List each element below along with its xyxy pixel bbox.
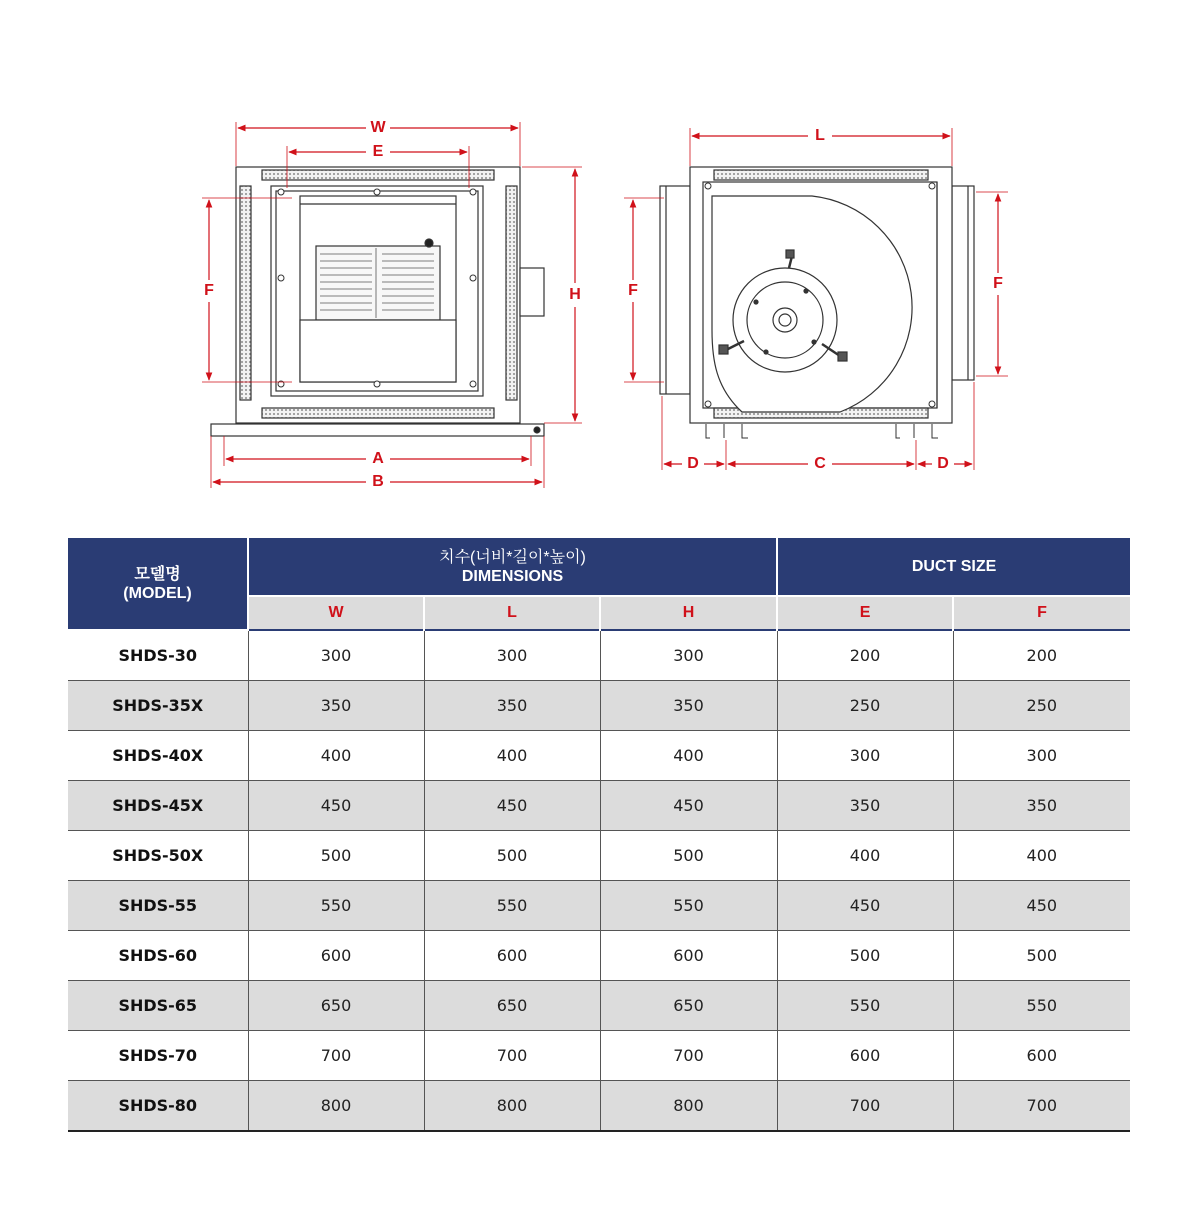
w-cell: 700 [248,1031,424,1081]
dim-label-f-side-left: F [628,282,638,300]
model-cell: SHDS-55 [68,881,248,931]
spec-table [68,538,1130,1132]
h-cell: 500 [600,831,777,881]
front-view [202,122,582,491]
dimensions-header-ko: 치수(너비*길이*높이) [439,548,586,566]
e-cell: 250 [777,681,953,731]
table-row [68,681,1130,731]
e-cell: 400 [777,831,953,881]
l-cell: 400 [424,731,600,781]
model-cell: SHDS-35X [68,681,248,731]
e-cell: 500 [777,931,953,981]
f-cell: 400 [953,831,1130,881]
l-cell: 800 [424,1081,600,1132]
w-cell: 650 [248,981,424,1031]
dimensions-header [248,538,777,596]
h-cell: 400 [600,731,777,781]
model-header-en: (MODEL) [123,584,192,602]
dim-label-w: W [370,119,386,137]
f-cell: 600 [953,1031,1130,1081]
l-cell: 450 [424,781,600,831]
column-header-h: H [600,596,777,630]
l-cell: 350 [424,681,600,731]
dim-label-f-side-right: F [993,275,1003,293]
model-cell: SHDS-80 [68,1081,248,1132]
table-row [68,630,1130,681]
dim-label-d-right: D [937,455,949,473]
w-cell: 350 [248,681,424,731]
w-cell: 800 [248,1081,424,1132]
table-row [68,731,1130,781]
w-cell: 400 [248,731,424,781]
l-cell: 600 [424,931,600,981]
table-row [68,831,1130,881]
h-cell: 800 [600,1081,777,1132]
table-row [68,881,1130,931]
w-cell: 500 [248,831,424,881]
h-cell: 300 [600,630,777,681]
column-header-e: E [777,596,953,630]
column-header-l: L [424,596,600,630]
h-cell: 700 [600,1031,777,1081]
h-cell: 350 [600,681,777,731]
column-header-f: F [953,596,1130,630]
f-cell: 350 [953,781,1130,831]
dim-label-a: A [372,450,384,468]
h-cell: 650 [600,981,777,1031]
model-header-ko: 모델명 [134,565,181,583]
e-cell: 600 [777,1031,953,1081]
dim-label-b: B [372,473,384,491]
column-header-w: W [248,596,424,630]
model-cell: SHDS-40X [68,731,248,781]
w-cell: 600 [248,931,424,981]
table-row [68,1031,1130,1081]
dimensions-header-en: DIMENSIONS [461,567,564,585]
f-cell: 200 [953,630,1130,681]
f-cell: 550 [953,981,1130,1031]
table-row [68,1081,1130,1132]
table-row [68,781,1130,831]
model-cell: SHDS-45X [68,781,248,831]
f-cell: 450 [953,881,1130,931]
e-cell: 700 [777,1081,953,1132]
l-cell: 550 [424,881,600,931]
table-row [68,981,1130,1031]
technical-drawing [0,0,1198,520]
model-header [68,538,248,630]
w-cell: 300 [248,630,424,681]
model-cell: SHDS-30 [68,630,248,681]
h-cell: 550 [600,881,777,931]
e-cell: 450 [777,881,953,931]
f-cell: 250 [953,681,1130,731]
side-view [624,128,1008,473]
dim-label-e: E [372,143,384,161]
f-cell: 700 [953,1081,1130,1132]
e-cell: 200 [777,630,953,681]
w-cell: 550 [248,881,424,931]
table-row [68,931,1130,981]
dim-label-h: H [569,286,581,304]
e-cell: 350 [777,781,953,831]
l-cell: 500 [424,831,600,881]
f-cell: 300 [953,731,1130,781]
model-cell: SHDS-60 [68,931,248,981]
dim-label-d-left: D [687,455,699,473]
f-cell: 500 [953,931,1130,981]
model-cell: SHDS-70 [68,1031,248,1081]
e-cell: 300 [777,731,953,781]
l-cell: 300 [424,630,600,681]
dim-label-f-front: F [204,282,214,300]
l-cell: 650 [424,981,600,1031]
duct-size-header: DUCT SIZE [777,538,1130,596]
model-cell: SHDS-65 [68,981,248,1031]
dim-label-l: L [815,127,825,145]
model-cell: SHDS-50X [68,831,248,881]
h-cell: 600 [600,931,777,981]
e-cell: 550 [777,981,953,1031]
h-cell: 450 [600,781,777,831]
dim-label-c: C [814,455,826,473]
l-cell: 700 [424,1031,600,1081]
w-cell: 450 [248,781,424,831]
